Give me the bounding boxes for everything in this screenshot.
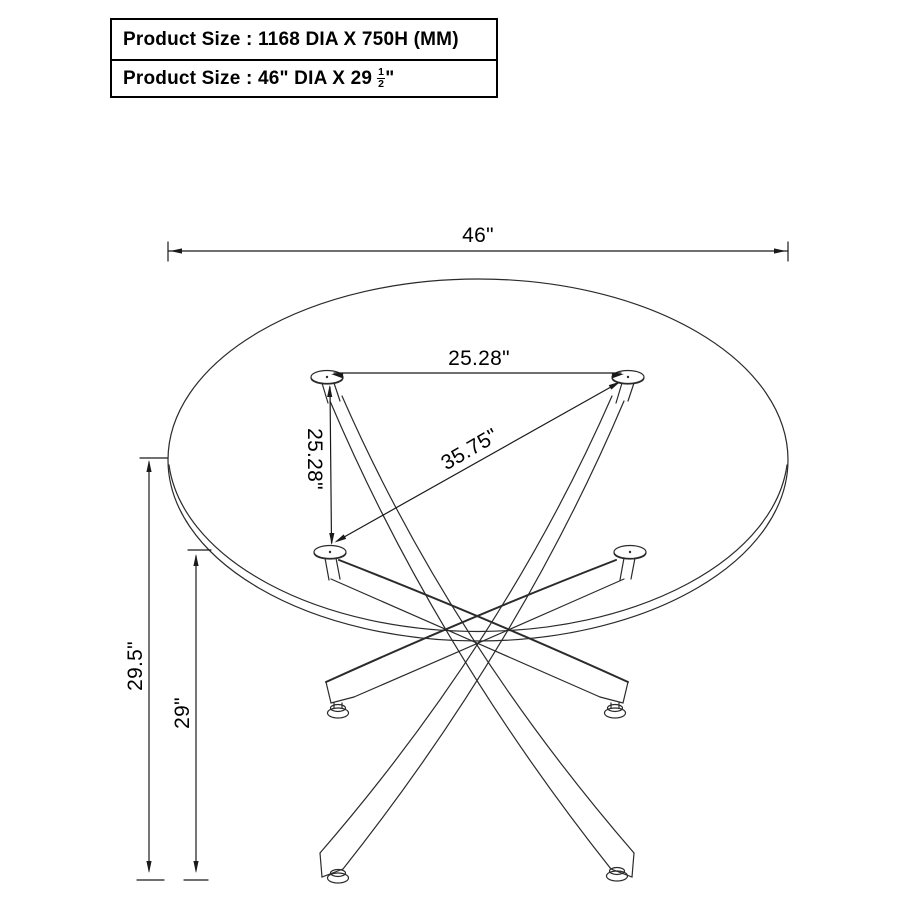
label-overall-height: 29.5" [124, 641, 147, 691]
product-size-inch-row [110, 59, 498, 98]
fraction-numerator: 1 [378, 65, 385, 78]
label-leg-span-horizontal: 25.28" [448, 347, 510, 370]
inch-mark: " [385, 67, 395, 89]
product-size-title-block [110, 18, 498, 98]
product-size-inch-text: Product Size : 46" DIA X 29 [123, 67, 373, 89]
glass-top [168, 279, 788, 641]
label-leg-span-diagonal: 35.75" [437, 424, 503, 475]
product-size-mm-row [110, 18, 498, 61]
product-size-mm-text: Product Size : 1168 DIA X 750H (MM) [123, 28, 459, 50]
label-top-diameter: 46" [462, 224, 494, 247]
foot-glide-back-right [605, 703, 626, 718]
half-inch-fraction [377, 67, 385, 90]
dim-line-leg-span-diagonal [333, 379, 622, 545]
label-leg-span-vertical: 25.28" [303, 428, 326, 490]
mount-pad-bottom-left [314, 546, 346, 560]
mount-pad-bottom-right [614, 546, 646, 560]
label-underside-height: 29" [171, 697, 194, 729]
dim-line-leg-span-horizontal [331, 371, 625, 378]
foot-glide-back-left [328, 703, 349, 718]
fraction-denominator: 2 [378, 78, 385, 90]
